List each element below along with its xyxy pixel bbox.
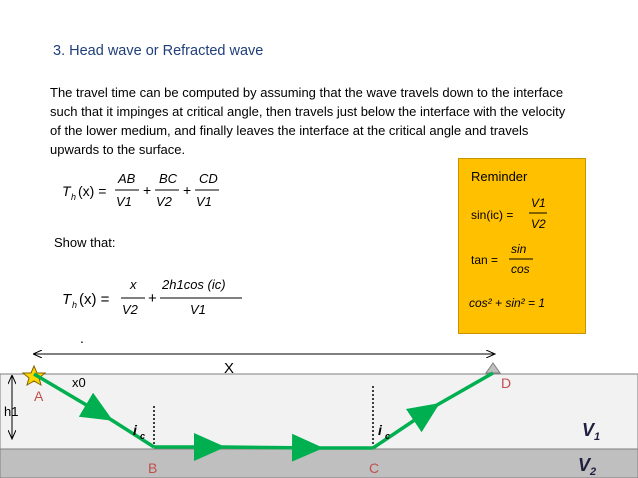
point-b-label: B <box>148 460 158 476</box>
formula-travel-time-sum <box>60 165 250 215</box>
formula-travel-time-result <box>60 272 260 322</box>
stray-dot: . <box>80 330 84 346</box>
receiver-triangle-icon <box>486 363 500 373</box>
reminder-title: Reminder <box>471 169 528 184</box>
lower-layer <box>0 449 638 478</box>
formula1-num-2: BC <box>159 171 178 186</box>
v2-sub: 2 <box>590 466 597 478</box>
formula2-den-1: V2 <box>122 302 138 317</box>
formula2-lhs: T <box>62 291 72 308</box>
formula1-lhs: T <box>62 183 71 199</box>
x-label: X <box>224 360 235 377</box>
formula1-den-1: V1 <box>116 194 132 209</box>
h1-label: h1 <box>4 404 19 419</box>
point-d-label: D <box>501 375 512 391</box>
formula2-num-2: 2h1cos (ic) <box>162 277 226 292</box>
v2-label: V <box>578 455 591 475</box>
angle-sub-b: c <box>140 431 146 441</box>
formula2-lhs-sub: h <box>72 300 78 310</box>
reminder-tan-den: cos <box>511 262 530 276</box>
formula2-den-2: V1 <box>190 302 206 317</box>
reminder-sin-den: V2 <box>531 217 546 231</box>
intro-paragraph: The travel time can be computed by assuming that the wave travels down to the interface such that it impinges at critical angle, then travels just below the interface with the velocity of the lower medium, and finally leaves the interface at the critical angle and travels upwards to the surface. <box>50 85 566 157</box>
x0-label: x0 <box>72 375 86 390</box>
show-that-label: Show that: <box>54 235 116 250</box>
angle-sub-c: c <box>385 431 391 441</box>
point-a-label: A <box>34 388 44 404</box>
reminder-formulas <box>459 159 587 335</box>
reminder-tan-num: sin <box>511 242 527 256</box>
reminder-tan-lhs: tan = <box>471 253 499 267</box>
v1-label: V <box>582 420 595 440</box>
reminder-sin-lhs: sin(ic) = <box>471 208 514 222</box>
reminder-box <box>458 158 586 334</box>
formula1-den-2: V2 <box>156 194 172 209</box>
formula1-num-1: AB <box>118 171 136 186</box>
slide-title: 3. Head wave or Refracted wave <box>53 43 264 59</box>
reminder-sin-num: V1 <box>531 196 546 210</box>
formula2-lhs-arg: (x) = <box>79 291 110 308</box>
refraction-diagram <box>0 340 638 478</box>
formula1-den-3: V1 <box>196 194 212 209</box>
formula1-lhs-arg: (x) = <box>78 183 107 199</box>
angle-label-b: i <box>133 422 137 438</box>
reminder-identity: cos² + sin² = 1 <box>469 296 546 310</box>
formula1-num-3: CD <box>199 171 218 186</box>
formula1-plus-2: + <box>183 182 192 198</box>
angle-label-c: i <box>378 422 382 438</box>
v1-sub: 1 <box>594 431 601 443</box>
formula2-plus: + <box>148 290 157 307</box>
formula1-plus-1: + <box>143 182 152 198</box>
point-c-label: C <box>369 460 380 476</box>
formula1-lhs-sub: h <box>71 192 77 202</box>
formula2-num-1: x <box>130 277 137 292</box>
